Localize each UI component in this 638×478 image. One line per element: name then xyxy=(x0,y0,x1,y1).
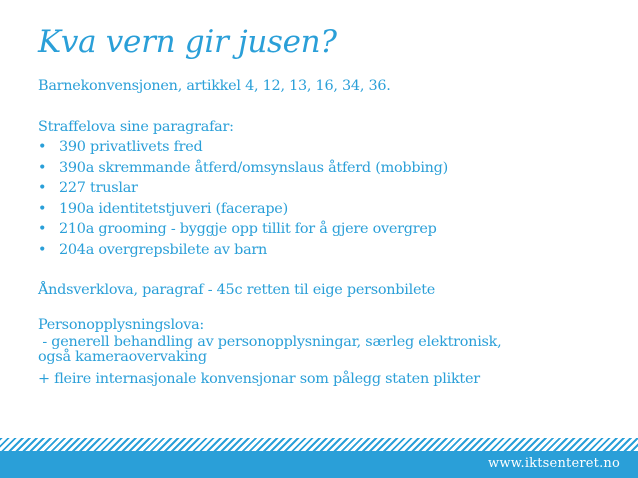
personopplysningslova-heading: Personopplysningslova: xyxy=(38,316,205,333)
bullet-icon: • xyxy=(38,200,47,217)
list-item-text: 390 privatlivets fred xyxy=(59,139,203,155)
bullet-icon: • xyxy=(38,159,47,176)
list-item-text: 190a identitetstjuveri (facerape) xyxy=(59,200,288,217)
slide-title: Kva vern gir jusen? xyxy=(38,24,337,60)
straffelova-heading: Straffelova sine paragrafar: xyxy=(38,118,234,135)
list-item xyxy=(38,199,618,220)
list-item-text: 210a grooming - byggje opp tillit for å gjere overgrep xyxy=(59,221,437,237)
slide-content xyxy=(38,76,618,390)
list-item xyxy=(38,240,618,261)
list-item-text: 227 truslar xyxy=(59,180,138,196)
barnekonvensjonen-text: Barnekonvensjonen, artikkel 4, 12, 13, 16, 34, 36. xyxy=(38,78,391,94)
straffelova-list xyxy=(38,137,618,260)
list-item xyxy=(38,178,618,199)
personopplysningslova-body xyxy=(38,335,618,365)
list-item xyxy=(38,219,618,240)
bullet-icon: • xyxy=(38,221,47,237)
konvensjonar-text: + fleire internasjonale konvensjonar som pålegg staten plikter xyxy=(38,371,480,387)
bullet-icon: • xyxy=(38,139,47,155)
list-item xyxy=(38,158,618,179)
list-item-text: 204a overgrepsbilete av barn xyxy=(59,241,268,258)
personopplysningslova-line-2: også kameraovervaking xyxy=(38,349,207,365)
list-item-text: 390a skremmande åtferd/omsynslaus åtferd (mobbing) xyxy=(59,159,449,176)
footer-url: www.iktsenteret.no xyxy=(488,456,620,471)
personopplysningslova-line-1: - generell behandling av personopplysningar, særleg elektronisk, xyxy=(38,334,502,350)
decorative-stripes xyxy=(0,438,638,451)
list-item xyxy=(38,137,618,158)
bullet-icon: • xyxy=(38,180,47,196)
bullet-icon: • xyxy=(38,241,47,258)
footer-bar xyxy=(0,451,638,478)
andsverklova-text: Åndsverklova, paragraf - 45c retten til eige personbilete xyxy=(38,282,436,298)
